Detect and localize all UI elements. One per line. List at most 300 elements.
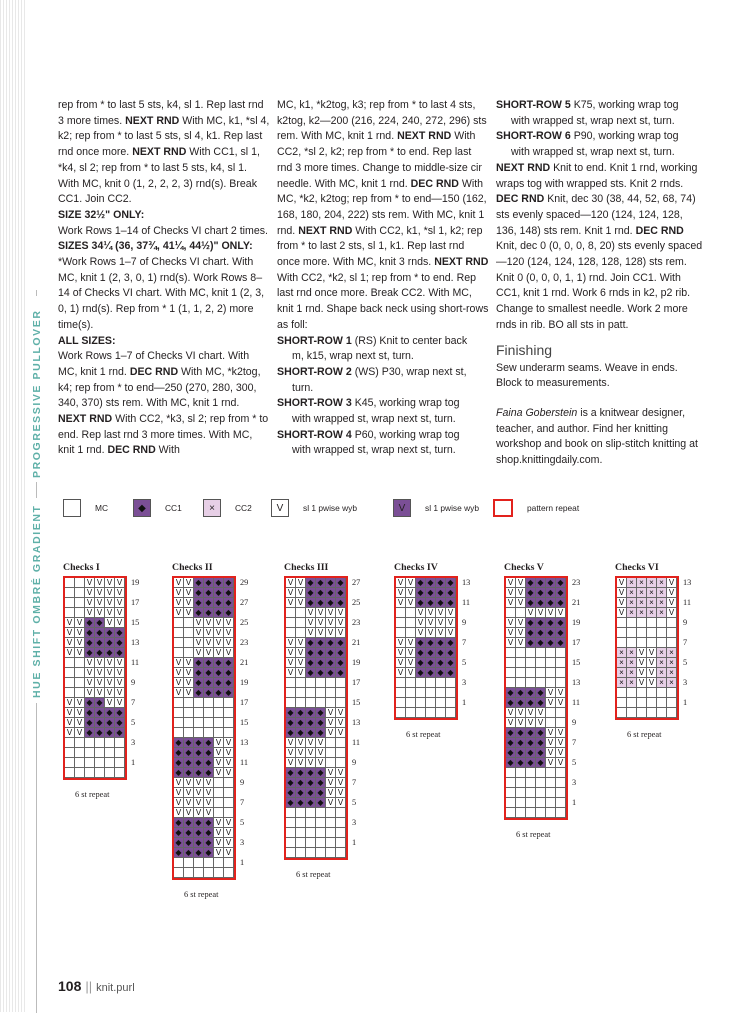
cell-mc — [546, 798, 556, 808]
cell-cc1: ◆ — [316, 708, 326, 718]
cell-slip: V — [174, 588, 184, 598]
row-number: 7 — [683, 638, 688, 647]
sidebar-divider-bottom — [36, 703, 37, 1013]
cell-cc1: ◆ — [224, 608, 234, 618]
cell-mc — [214, 698, 224, 708]
instruction-text: Work Rows 1–7 of Checks VI chart. With MC, knit 1 rnd. — [58, 350, 250, 378]
cell-cc1: ◆ — [316, 578, 326, 588]
cell-cc1: ◆ — [316, 658, 326, 668]
cell-cc2: × — [627, 598, 637, 608]
cell-mc — [65, 678, 75, 688]
row-number: 3 — [131, 738, 136, 747]
cell-slip: V — [316, 748, 326, 758]
cell-mc — [667, 698, 677, 708]
row-number: 5 — [683, 658, 688, 667]
indented-line: with wrapped st, wrap next st, turn. — [511, 114, 675, 127]
cell-mc — [65, 608, 75, 618]
instruction-text: rep from * to last 5 sts, k4, sl 1. Rep last rnd 3 more times. — [58, 99, 264, 127]
cell-slip: V — [204, 618, 214, 628]
instruction-text: is a knitwear designer, teacher, and author. Find her knitting workshop and book on slip-stitch knitting at shop.knittingdaily.com. — [496, 406, 698, 467]
cell-slip: V — [406, 638, 416, 648]
legend-swatch-cc1: ◆ — [133, 499, 151, 517]
cell-mc — [506, 668, 516, 678]
cell-mc — [194, 698, 204, 708]
cell-mc — [214, 708, 224, 718]
cell-mc — [214, 808, 224, 818]
cell-cc1: ◆ — [194, 668, 204, 678]
cell-cc1: ◆ — [436, 638, 446, 648]
cell-mc — [286, 838, 296, 848]
cell-slip: V — [316, 608, 326, 618]
cell-cc1: ◆ — [426, 578, 436, 588]
row-number: 23 — [240, 638, 249, 647]
row-number: 21 — [572, 598, 581, 607]
cell-slip: V — [556, 608, 566, 618]
chart-grid — [284, 576, 348, 860]
cell-slip: V — [115, 608, 125, 618]
row-number: 7 — [352, 778, 357, 787]
cell-mc — [336, 698, 346, 708]
cell-cc1: ◆ — [194, 608, 204, 618]
row-number: 15 — [572, 658, 581, 667]
cell-cc1: ◆ — [546, 638, 556, 648]
cell-cc1: ◆ — [306, 668, 316, 678]
cell-mc — [316, 828, 326, 838]
cell-cc1: ◆ — [536, 588, 546, 598]
cell-cc1: ◆ — [536, 738, 546, 748]
row-number: 17 — [572, 638, 581, 647]
cell-slip: V — [396, 638, 406, 648]
cell-mc — [336, 838, 346, 848]
cell-cc1: ◆ — [95, 708, 105, 718]
cell-cc1: ◆ — [536, 758, 546, 768]
cell-cc1: ◆ — [85, 618, 95, 628]
row-number: 25 — [240, 618, 249, 627]
row-number: 19 — [352, 658, 361, 667]
cell-mc — [204, 708, 214, 718]
cell-mc — [214, 728, 224, 738]
cell-cc1: ◆ — [286, 708, 296, 718]
cell-mc — [194, 708, 204, 718]
cell-cc1: ◆ — [326, 668, 336, 678]
cell-slip: V — [506, 638, 516, 648]
cell-slip: V — [224, 828, 234, 838]
cell-slip: V — [75, 698, 85, 708]
cell-slip: V — [506, 718, 516, 728]
cell-slip: V — [184, 798, 194, 808]
instruction-heading: DEC RND — [129, 365, 179, 378]
row-number: 13 — [683, 578, 692, 587]
cell-slip: V — [214, 618, 224, 628]
cell-mc — [506, 768, 516, 778]
row-number: 19 — [240, 678, 249, 687]
legend-label: MC — [95, 503, 109, 513]
cell-slip: V — [617, 598, 627, 608]
row-number: 3 — [572, 778, 577, 787]
cell-slip: V — [516, 638, 526, 648]
cell-mc — [224, 798, 234, 808]
cell-cc1: ◆ — [306, 798, 316, 808]
chart-title: Checks V — [504, 562, 544, 573]
cell-cc1: ◆ — [174, 818, 184, 828]
cell-mc — [627, 618, 637, 628]
instruction-heading: SHORT-ROW 6 — [496, 130, 571, 143]
cell-cc1: ◆ — [336, 658, 346, 668]
cell-cc2: × — [637, 588, 647, 598]
cell-cc2: × — [627, 608, 637, 618]
chart-key — [63, 498, 703, 520]
cell-cc1: ◆ — [174, 838, 184, 848]
row-number: 5 — [572, 758, 577, 767]
cell-mc — [224, 728, 234, 738]
cell-slip: V — [326, 718, 336, 728]
footer-separator: || — [85, 979, 93, 994]
chart-grid — [63, 576, 127, 780]
cell-cc1: ◆ — [214, 578, 224, 588]
cell-cc1: ◆ — [194, 768, 204, 778]
row-number: 9 — [572, 718, 577, 727]
cell-slip: V — [214, 638, 224, 648]
cell-mc — [174, 618, 184, 628]
cell-slip: V — [95, 678, 105, 688]
cell-cc1: ◆ — [426, 648, 436, 658]
cell-mc — [526, 658, 536, 668]
cell-cc1: ◆ — [184, 748, 194, 758]
cell-mc — [184, 728, 194, 738]
cell-slip: V — [667, 588, 677, 598]
cell-mc — [396, 618, 406, 628]
cell-mc — [326, 738, 336, 748]
cell-cc1: ◆ — [224, 598, 234, 608]
cell-slip: V — [546, 758, 556, 768]
cell-slip: V — [306, 618, 316, 628]
cell-slip: V — [204, 808, 214, 818]
cell-slip: V — [95, 598, 105, 608]
cell-cc1: ◆ — [286, 788, 296, 798]
cell-cc1: ◆ — [224, 578, 234, 588]
cell-slip: V — [396, 648, 406, 658]
cell-slip: V — [174, 778, 184, 788]
sidebar-divider-middle — [36, 482, 37, 498]
cell-cc1: ◆ — [416, 588, 426, 598]
cell-cc1: ◆ — [194, 838, 204, 848]
cell-cc1: ◆ — [194, 578, 204, 588]
row-number: 11 — [240, 758, 248, 767]
instruction-heading: NEXT RND — [434, 256, 489, 269]
cell-cc1: ◆ — [546, 598, 556, 608]
cell-slip: V — [617, 588, 627, 598]
cell-mc — [536, 648, 546, 658]
cell-mc — [516, 808, 526, 818]
row-number: 5 — [352, 798, 357, 807]
cell-slip: V — [667, 608, 677, 618]
cell-slip: V — [174, 808, 184, 818]
cell-mc — [396, 708, 406, 718]
cell-cc2: × — [657, 598, 667, 608]
cell-cc1: ◆ — [426, 598, 436, 608]
cell-cc1: ◆ — [316, 638, 326, 648]
cell-slip: V — [174, 658, 184, 668]
cell-slip: V — [204, 798, 214, 808]
cell-cc1: ◆ — [436, 588, 446, 598]
cell-mc — [174, 728, 184, 738]
cell-slip: V — [75, 728, 85, 738]
cell-mc — [336, 758, 346, 768]
cell-mc — [296, 838, 306, 848]
cell-mc — [336, 808, 346, 818]
cell-mc — [224, 788, 234, 798]
row-number: 23 — [352, 618, 361, 627]
cell-mc — [536, 768, 546, 778]
section-heading-finishing: Finishing — [496, 341, 553, 358]
cell-mc — [526, 678, 536, 688]
cell-slip: V — [115, 658, 125, 668]
cell-mc — [627, 628, 637, 638]
cell-slip: V — [296, 668, 306, 678]
cell-mc — [85, 738, 95, 748]
chart-grid — [394, 576, 458, 720]
cell-mc — [426, 698, 436, 708]
cell-slip: V — [556, 698, 566, 708]
cell-cc1: ◆ — [306, 648, 316, 658]
cell-mc — [306, 848, 316, 858]
cell-slip: V — [336, 608, 346, 618]
cell-slip: V — [214, 758, 224, 768]
cell-slip: V — [426, 608, 436, 618]
cell-mc — [174, 708, 184, 718]
cell-mc — [85, 768, 95, 778]
instruction-text: With CC1, sl 1, *k4, sl 2; rep from * to last 5 sts, k4, sl 1. With MC, knit 0 (1, 2, 2, 2, 3) rnd(s). Break CC1. Join CC2. — [58, 146, 260, 206]
cell-mc — [306, 678, 316, 688]
cell-cc1: ◆ — [526, 688, 536, 698]
cell-slip: V — [436, 618, 446, 628]
cell-cc1: ◆ — [316, 788, 326, 798]
cell-slip: V — [526, 608, 536, 618]
cell-slip: V — [105, 578, 115, 588]
cell-cc2: × — [647, 578, 657, 588]
cell-cc1: ◆ — [214, 658, 224, 668]
cell-slip: V — [286, 578, 296, 588]
row-number: 11 — [572, 698, 580, 707]
cell-mc — [637, 638, 647, 648]
cell-mc — [617, 618, 627, 628]
cell-slip: V — [546, 608, 556, 618]
cell-slip: V — [326, 618, 336, 628]
cell-cc1: ◆ — [286, 798, 296, 808]
row-number: 1 — [240, 858, 245, 867]
cell-mc — [75, 658, 85, 668]
legend-label: pattern repeat — [527, 503, 580, 513]
cell-mc — [296, 688, 306, 698]
cell-slip: V — [105, 598, 115, 608]
cell-slip: V — [617, 578, 627, 588]
instruction-text: Work Rows 1–14 of Checks VI chart 2 times. — [58, 224, 268, 237]
instruction-text: With CC2, k1, *sl 1, k2; rep from * to last 2 sts, sl 1, k1. Rep last rnd once more. With MC, knit 3 rnds. — [277, 224, 483, 269]
cell-mc — [516, 798, 526, 808]
cell-cc1: ◆ — [546, 578, 556, 588]
cell-mc — [296, 698, 306, 708]
cell-slip: V — [184, 778, 194, 788]
cell-mc — [306, 808, 316, 818]
instruction-text: With CC2, *k2, sl 1; rep from * to end. Rep last rnd once more. Break CC2. With MC, knit 1 rnd. Shape back neck using short-rows as foll: — [277, 271, 489, 331]
cell-mc — [546, 648, 556, 658]
page-number: 108 — [58, 978, 82, 994]
cell-slip: V — [85, 588, 95, 598]
cell-mc — [326, 808, 336, 818]
cell-mc — [95, 748, 105, 758]
cell-mc — [506, 658, 516, 668]
cell-slip: V — [286, 658, 296, 668]
cell-mc — [95, 768, 105, 778]
cell-cc1: ◆ — [95, 728, 105, 738]
cell-slip: V — [296, 598, 306, 608]
cell-cc2: × — [657, 578, 667, 588]
cell-cc1: ◆ — [204, 588, 214, 598]
cell-cc2: × — [617, 658, 627, 668]
row-number: 1 — [683, 698, 688, 707]
cell-cc1: ◆ — [115, 718, 125, 728]
cell-slip: V — [224, 758, 234, 768]
row-number: 11 — [352, 738, 360, 747]
cell-mc — [546, 778, 556, 788]
cell-slip: V — [184, 608, 194, 618]
cell-slip: V — [184, 578, 194, 588]
cell-cc1: ◆ — [326, 598, 336, 608]
cell-mc — [506, 808, 516, 818]
cell-mc — [627, 638, 637, 648]
cell-cc1: ◆ — [526, 638, 536, 648]
cell-cc1: ◆ — [306, 638, 316, 648]
cell-mc — [506, 608, 516, 618]
cell-cc1: ◆ — [316, 768, 326, 778]
row-number: 11 — [683, 598, 691, 607]
sidebar-label-top: PROGRESSIVE PULLOVER — [31, 309, 43, 478]
cell-slip: V — [506, 588, 516, 598]
cell-cc1: ◆ — [204, 688, 214, 698]
repeat-label: 6 st repeat — [296, 870, 331, 879]
cell-cc1: ◆ — [204, 608, 214, 618]
cell-cc1: ◆ — [174, 748, 184, 758]
cell-mc — [224, 858, 234, 868]
cell-slip: V — [336, 768, 346, 778]
instruction-text: *Work Rows 1–7 of Checks VI chart. With MC, knit 1 (2, 3, 0, 1) rnd(s). Work Rows 8–14 of Checks VI chart. With MC, knit 1 (2, 3, 0, 1) rnd(s). Rep from * 1 (1, 1, 2, 2) more time(s). — [58, 256, 265, 331]
legend-item-cc2 — [203, 498, 252, 518]
instruction-text: K75, working wrap tog — [570, 99, 679, 111]
cell-slip: V — [105, 698, 115, 708]
row-number: 13 — [131, 638, 140, 647]
cell-slip: V — [446, 608, 456, 618]
cell-slip: V — [546, 728, 556, 738]
cell-cc1: ◆ — [556, 578, 566, 588]
cell-cc1: ◆ — [194, 678, 204, 688]
cell-mc — [336, 738, 346, 748]
cell-mc — [296, 848, 306, 858]
cell-slip: V — [296, 588, 306, 598]
cell-cc1: ◆ — [526, 698, 536, 708]
cell-slip: V — [194, 648, 204, 658]
cell-mc — [667, 628, 677, 638]
cell-cc1: ◆ — [214, 668, 224, 678]
cell-cc1: ◆ — [316, 648, 326, 658]
cell-slip: V — [85, 668, 95, 678]
cell-mc — [75, 768, 85, 778]
instruction-text: P90, working wrap tog — [570, 130, 679, 143]
cell-cc2: × — [627, 648, 637, 658]
chart-title: Checks I — [63, 562, 100, 573]
cell-slip: V — [214, 828, 224, 838]
cell-cc1: ◆ — [174, 758, 184, 768]
cell-cc1: ◆ — [85, 708, 95, 718]
cell-cc1: ◆ — [85, 638, 95, 648]
cell-mc — [546, 788, 556, 798]
cell-cc1: ◆ — [526, 578, 536, 588]
cell-slip: V — [396, 588, 406, 598]
cell-mc — [286, 818, 296, 828]
cell-mc — [627, 688, 637, 698]
cell-mc — [506, 678, 516, 688]
cell-cc1: ◆ — [174, 848, 184, 858]
cell-cc2: × — [667, 658, 677, 668]
cell-slip: V — [184, 678, 194, 688]
cell-slip: V — [406, 648, 416, 658]
cell-cc1: ◆ — [174, 768, 184, 778]
cell-mc — [667, 638, 677, 648]
cell-mc — [617, 638, 627, 648]
cell-slip: V — [316, 738, 326, 748]
cell-mc — [316, 698, 326, 708]
cell-slip: V — [204, 638, 214, 648]
cell-mc — [556, 808, 566, 818]
cell-mc — [396, 678, 406, 688]
row-number: 3 — [462, 678, 467, 687]
cell-mc — [667, 688, 677, 698]
instruction-heading: DEC RND — [496, 193, 545, 206]
cell-slip: V — [194, 788, 204, 798]
cell-cc1: ◆ — [296, 798, 306, 808]
chart-title: Checks IV — [394, 562, 438, 573]
cell-cc1: ◆ — [296, 718, 306, 728]
cell-cc1: ◆ — [184, 818, 194, 828]
cell-mc — [75, 578, 85, 588]
cell-cc1: ◆ — [556, 638, 566, 648]
cell-mc — [556, 708, 566, 718]
cell-mc — [436, 688, 446, 698]
cell-mc — [194, 728, 204, 738]
cell-cc1: ◆ — [115, 728, 125, 738]
cell-mc — [115, 758, 125, 768]
cell-slip: V — [174, 608, 184, 618]
cell-cc1: ◆ — [296, 788, 306, 798]
cell-cc1: ◆ — [446, 658, 456, 668]
cell-cc2: × — [627, 578, 637, 588]
instruction-text: (WS) P30, wrap next st, — [351, 365, 467, 378]
cell-mc — [184, 698, 194, 708]
row-number: 9 — [240, 778, 245, 787]
cell-mc — [286, 628, 296, 638]
cell-slip: V — [516, 588, 526, 598]
cell-mc — [647, 688, 657, 698]
cell-cc1: ◆ — [446, 588, 456, 598]
cell-mc — [336, 678, 346, 688]
cell-cc2: × — [627, 588, 637, 598]
cell-slip: V — [65, 638, 75, 648]
instruction-text: (RS) Knit to center back — [351, 334, 468, 347]
cell-mc — [75, 688, 85, 698]
row-number: 19 — [131, 578, 140, 587]
cell-mc — [204, 728, 214, 738]
cell-slip: V — [416, 608, 426, 618]
row-number: 5 — [240, 818, 245, 827]
